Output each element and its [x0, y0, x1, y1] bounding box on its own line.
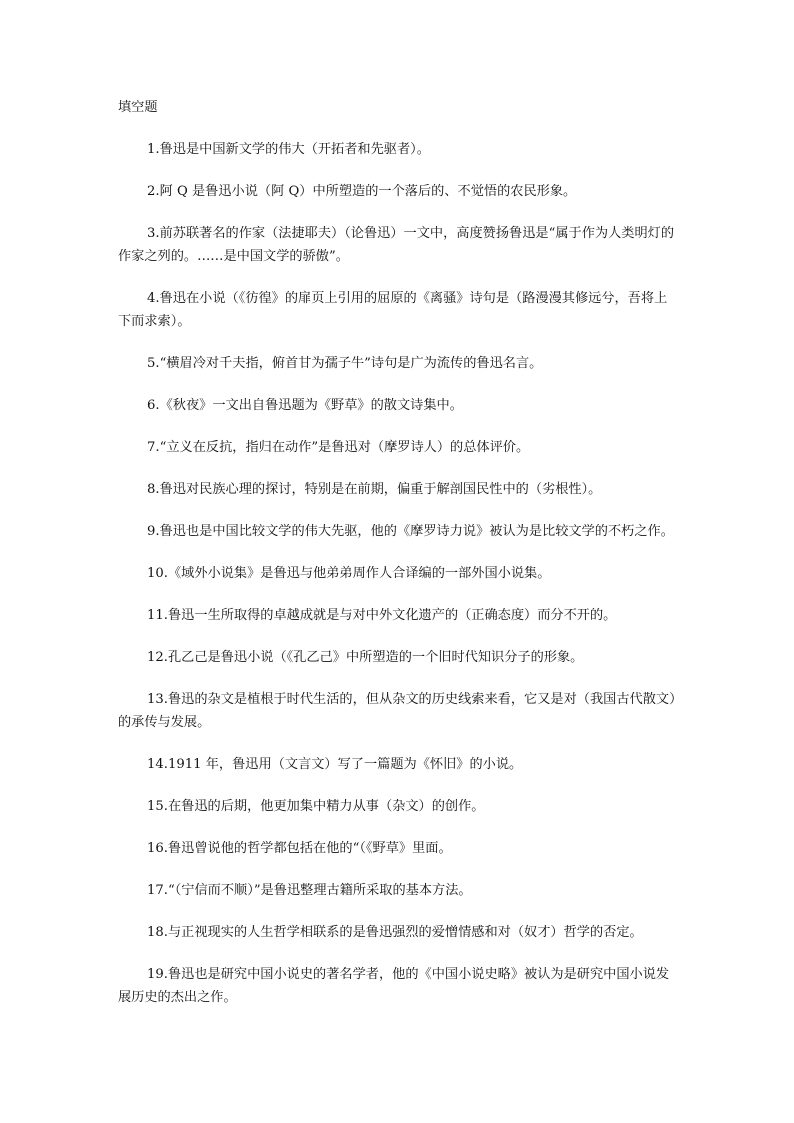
question-item-7: 7.“立义在反抗，指归在动作”是鲁迅对（摩罗诗人）的总体评价。 — [147, 440, 530, 455]
question-item-4: 4.鲁迅在小说（《彷徨》的扉页上引用的屈原的《离骚》诗句是（路漫漫其修远兮，吾将上下而求索）。 — [118, 291, 668, 329]
question-item-16: 16.鲁迅曾说他的哲学都包括在他的“（《野草》里面。 — [147, 841, 452, 856]
question-item-10: 10.《域外小说集》是鲁迅与他弟弟周作人合译编的一部外国小说集。 — [147, 566, 551, 581]
question-item-17: 17.“（宁信而不顺）”是鲁迅整理古籍所采取的基本方法。 — [147, 883, 472, 898]
question-item-14: 14.1911 年，鲁迅用（文言文）写了一篇题为《怀旧》的小说。 — [147, 757, 523, 772]
question-item-13: 13.鲁迅的杂文是植根于时代生活的，但从杂文的历史线索来看，它又是对（我国古代散文）的承传与发展。 — [118, 692, 676, 730]
section-heading: 填空题 — [118, 100, 158, 115]
question-item-15: 15.在鲁迅的后期，他更加集中精力从事（杂文）的创作。 — [147, 799, 485, 814]
question-item-2: 2.阿 Q 是鲁迅小说（阿 Q）中所塑造的一个落后的、不觉悟的农民形象。 — [147, 184, 577, 199]
question-item-9: 9.鲁迅也是中国比较文学的伟大先驱，他的《摩罗诗力说》被认为是比较文学的不朽之作。 — [147, 524, 674, 539]
question-item-11: 11.鲁迅一生所取得的卓越成就是与对中外文化遗产的（正确态度）而分不开的。 — [147, 608, 617, 623]
question-item-5: 5.“横眉冷对千夫指，俯首甘为孺子牛”诗句是广为流传的鲁迅名言。 — [147, 356, 543, 371]
question-item-18: 18.与正视现实的人生哲学相联系的是鲁迅强烈的爱憎情感和对（奴才）哲学的否定。 — [147, 925, 643, 940]
question-item-12: 12.孔乙己是鲁迅小说（《孔乙己》中所塑造的一个旧时代知识分子的形象。 — [147, 650, 584, 665]
document-body — [118, 96, 678, 1028]
question-item-8: 8.鲁迅对民族心理的探讨，特别是在前期，偏重于解剖国民性中的（劣根性）。 — [147, 482, 602, 497]
question-item-3: 3.前苏联著名的作家（法捷耶夫）（论鲁迅）一文中，高度赞扬鲁迅是“属于作为人类明灯的作家之列的。……是中国文学的骄傲”。 — [118, 226, 675, 264]
question-item-1: 1.鲁迅是中国新文学的伟大（开拓者和先驱者）。 — [147, 142, 430, 157]
question-item-6: 6.《秋夜》一文出自鲁迅题为《野草》的散文诗集中。 — [147, 398, 463, 413]
question-item-19: 19.鲁迅也是研究中国小说史的著名学者，他的《中国小说史略》被认为是研究中国小说发展历史的杰出之作。 — [118, 967, 670, 1005]
